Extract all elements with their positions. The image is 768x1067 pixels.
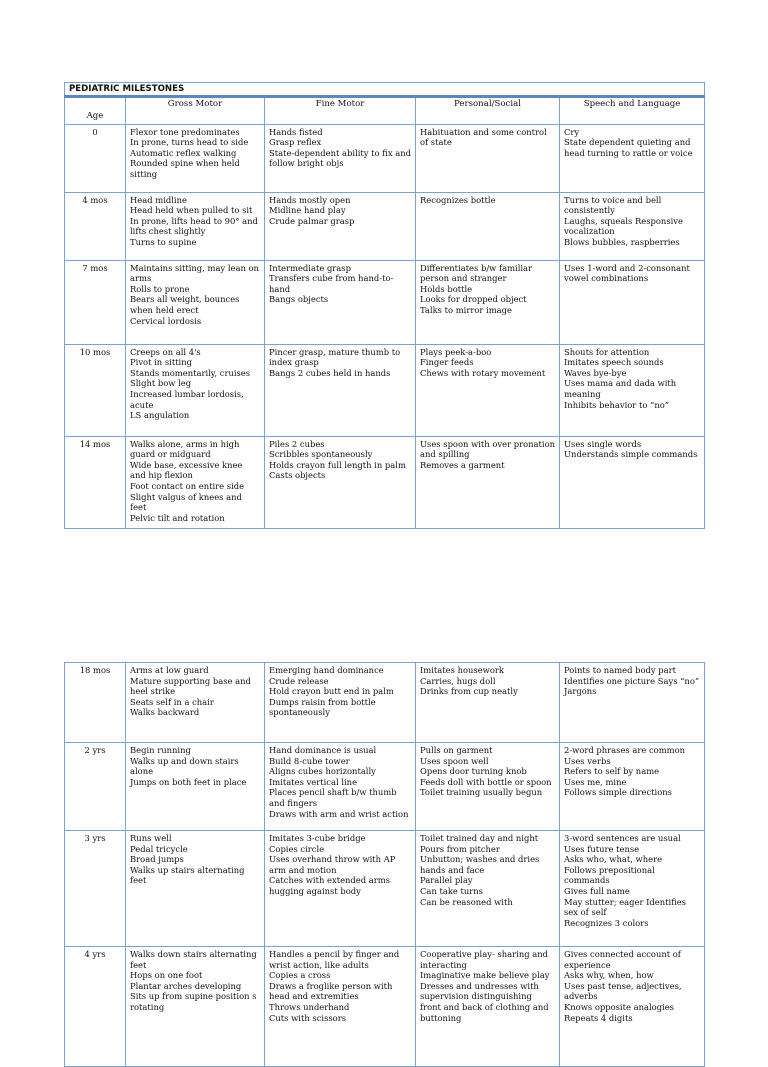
age-cell: 18 mos [65, 663, 126, 743]
milestone-row [65, 743, 705, 831]
personal-social-cell [416, 831, 560, 947]
milestone-item: Throws underhand [269, 1001, 350, 1012]
milestone-item: Casts objects [269, 470, 326, 481]
milestone-item: Unbutton; washes and dries hands and face [420, 854, 540, 875]
milestone-item: Inhibits behavior to “no” [564, 399, 670, 410]
milestone-item: Talks to mirror image [420, 304, 512, 315]
milestone-item: LS angulation [130, 410, 190, 421]
milestone-item: Mature supporting base and heel strike [130, 675, 251, 697]
milestone-item: Cuts with scissors [269, 1012, 347, 1023]
milestone-item: Laughs, squeals Responsive vocalization [564, 215, 683, 237]
milestone-item: Walks backward [130, 707, 200, 718]
personal-social-cell [416, 260, 560, 344]
personal-social-cell [416, 124, 560, 192]
milestone-item: Intermediate grasp [269, 262, 351, 273]
gross-motor-cell [126, 344, 265, 436]
milestone-item: Crude release [269, 675, 329, 686]
milestone-item: Pulls on garment [420, 745, 493, 755]
milestones-table-page-2 [64, 662, 705, 1067]
milestone-item: Uses overhand throw with AP arm and motion [269, 854, 396, 875]
milestone-item: Emerging hand dominance [269, 665, 384, 675]
milestone-item: Arms at low guard [130, 665, 209, 675]
milestone-item: State dependent quieting and head turning to rattle or voice [564, 137, 693, 158]
milestone-item: Walks up stairs alternating feet [130, 864, 245, 886]
milestone-item: Cooperative play- sharing and interacting [420, 949, 548, 970]
milestone-item: Imaginative make believe play [420, 970, 550, 981]
milestone-item: Pelvic tilt and rotation [130, 512, 225, 523]
header-personal-social: Personal/Social [416, 96, 560, 124]
milestone-item: Knows opposite analogies [564, 1001, 674, 1012]
milestone-item: Recognizes 3 colors [564, 917, 649, 928]
milestone-item: Parallel play [420, 875, 473, 886]
milestone-item: Walks down stairs alternating feet [130, 949, 257, 970]
milestone-item: Can be reasoned with [420, 896, 513, 907]
milestone-row [65, 192, 705, 260]
age-cell: 4 yrs [65, 947, 126, 1067]
personal-social-cell [416, 743, 560, 831]
milestone-item: Bangs objects [269, 294, 329, 305]
fine-motor-cell [265, 436, 416, 528]
personal-social-cell [416, 436, 560, 528]
speech-language-cell [560, 743, 705, 831]
milestone-item: Head midline [130, 194, 187, 205]
milestone-item: Stands momentarily, cruises [130, 367, 251, 378]
fine-motor-cell [265, 831, 416, 947]
milestone-item: Waves bye-bye [564, 367, 627, 378]
milestone-item: Imitates vertical line [269, 776, 358, 787]
milestone-item: Automatic reflex walking [130, 147, 237, 158]
fine-motor-cell [265, 260, 416, 344]
milestone-item: Differentiates b/w familiar person and stranger [420, 262, 533, 284]
milestone-item: Maintains sitting, may lean on arms [130, 262, 259, 284]
header-speech-language: Speech and Language [560, 96, 705, 124]
milestone-item: Toilet trained day and night [420, 833, 539, 843]
milestone-item: Runs well [130, 833, 172, 843]
age-cell: 4 mos [65, 192, 126, 260]
milestone-item: Points to named body part [564, 665, 676, 675]
milestone-item: Cervical lordosis [130, 315, 202, 326]
milestone-item: Walks alone, arms in high guard or midguard [130, 438, 240, 460]
milestone-item: Foot contact on entire side [130, 480, 245, 491]
milestone-item: Holds crayon full length in palm [269, 459, 406, 470]
fine-motor-cell [265, 663, 416, 743]
milestone-row [65, 947, 705, 1067]
milestone-item: Scribbles spontaneously [269, 449, 373, 460]
header-fine-motor: Fine Motor [265, 96, 416, 124]
speech-language-cell [560, 663, 705, 743]
milestone-item: Grasp reflex [269, 137, 322, 148]
milestone-item: Seats self in a chair [130, 696, 214, 707]
milestone-item: 2-word phrases are common [564, 745, 686, 755]
milestone-item: Blows bubbles, raspberries [564, 236, 680, 247]
personal-social-cell [416, 947, 560, 1067]
milestone-item: Habituation and some control of state [420, 126, 547, 148]
milestone-item: Refers to self by name [564, 766, 660, 777]
milestone-item: Uses verbs [564, 755, 611, 766]
personal-social-cell [416, 663, 560, 743]
milestone-item: Places pencil shaft b/w thumb and fingers [269, 787, 397, 808]
milestone-row [65, 663, 705, 743]
milestone-item: Follows prepositional commands [564, 864, 655, 886]
milestone-item: Opens door turning knob [420, 766, 527, 777]
milestone-item: May stutter; eager Identifies sex of self [564, 896, 687, 918]
personal-social-cell [416, 192, 560, 260]
milestone-item: Bangs 2 cubes held in hands [269, 367, 391, 378]
milestone-item: Hands fisted [269, 126, 323, 137]
milestone-item: Turns to voice and bell consistently [564, 194, 662, 216]
milestone-item: Gives full name [564, 885, 630, 896]
milestone-item: Feeds doll with bottle or spoon [420, 776, 552, 787]
milestone-item: Sits up from supine position s rotating [130, 991, 257, 1012]
milestone-item: Imitates housework [420, 665, 504, 675]
milestone-item: Bears all weight, bounces when held erect [130, 294, 240, 315]
milestone-item: Uses past tense, adjectives, adverbs [564, 980, 682, 1002]
milestone-item: Broad jumps [130, 854, 184, 865]
milestone-item: Uses future tense [564, 843, 640, 854]
milestone-item: Toilet training usually begun [420, 787, 543, 798]
gross-motor-cell [126, 743, 265, 831]
gross-motor-cell [126, 260, 265, 344]
milestone-item: 3-word sentences are usual [564, 833, 681, 843]
milestone-item: Can take turns [420, 885, 483, 896]
milestone-item: Draws a froglike person with head and extremities [269, 980, 393, 1002]
milestone-item: Chews with rotary movement [420, 367, 546, 378]
gross-motor-cell [126, 947, 265, 1067]
milestone-row [65, 124, 705, 192]
milestone-item: In prone, turns head to side [130, 137, 249, 148]
milestone-row [65, 831, 705, 947]
milestone-item: Slight valgus of knees and feet [130, 491, 242, 513]
milestone-item: Recognizes bottle [420, 194, 496, 205]
speech-language-cell [560, 192, 705, 260]
gross-motor-cell [126, 831, 265, 947]
milestone-item: Crude palmar grasp [269, 215, 355, 226]
milestone-item: Identifies one picture Says “no” [564, 675, 700, 686]
milestone-item: Repeats 4 digits [564, 1012, 633, 1023]
milestone-item: Uses 1-word and 2-consonant vowel combinations [564, 262, 690, 284]
milestones-body-page-1 [65, 124, 705, 528]
milestones-body-page-2 [65, 663, 705, 1067]
milestone-item: Build 8-cube tower [269, 755, 350, 766]
milestone-item: Uses mama and dada with meaning [564, 378, 677, 399]
gross-motor-cell [126, 436, 265, 528]
milestone-item: Increased lumbar lordosis, acute [130, 388, 244, 410]
milestone-item: Imitates speech sounds [564, 357, 664, 368]
milestone-item: Begin running [130, 745, 191, 755]
milestone-item: Uses single words [564, 438, 642, 449]
milestone-item: Jumps on both feet in place [130, 776, 247, 787]
milestone-item: Midline hand play [269, 205, 346, 216]
milestone-item: Pours from pitcher [420, 843, 500, 854]
milestone-item: Removes a garment [420, 459, 505, 470]
header-gross-motor: Gross Motor [126, 96, 265, 124]
milestone-item: Finger feeds [420, 357, 474, 368]
milestone-item: Catches with extended arms hugging against body [269, 875, 391, 896]
milestone-item: Uses me, mine [564, 776, 627, 787]
milestone-item: Rounded spine when held sitting [130, 158, 240, 179]
milestones-table-page-1 [64, 82, 705, 529]
age-cell: 2 yrs [65, 743, 126, 831]
milestone-item: Plays peek-a-boo [420, 346, 492, 357]
milestone-item: Creeps on all 4's [130, 346, 201, 357]
milestone-item: Imitates 3-cube bridge [269, 833, 366, 843]
speech-language-cell [560, 260, 705, 344]
milestone-row [65, 436, 705, 528]
milestone-item: Slight bow leg [130, 378, 192, 389]
fine-motor-cell [265, 947, 416, 1067]
milestone-item: Looks for dropped object [420, 294, 527, 305]
speech-language-cell [560, 831, 705, 947]
speech-language-cell [560, 124, 705, 192]
milestone-item: Carries, hugs doll [420, 675, 496, 686]
milestone-item: Hops on one foot [130, 970, 203, 981]
milestone-item: Pincer grasp, mature thumb to index grasp [269, 346, 401, 368]
milestone-item: Draws with arm and wrist action [269, 808, 409, 819]
milestone-item: Drinks from cup neatly [420, 686, 518, 697]
milestone-item: Hand dominance is usual [269, 745, 377, 755]
age-cell: 3 yrs [65, 831, 126, 947]
milestone-item: Asks who, what, where [564, 854, 663, 865]
milestone-item: In prone, lifts head to 90° and lifts chest slightly [130, 215, 258, 237]
milestone-item: Pivot in sitting [130, 357, 192, 368]
milestone-item: Pedal tricycle [130, 843, 188, 854]
milestone-item: Dresses and undresses with supervision distinguishing front and back of clothing and buttoning [420, 980, 549, 1023]
milestone-item: Holds bottle [420, 283, 473, 294]
milestone-item: Rolls to prone [130, 283, 190, 294]
milestone-item: Jargons [564, 686, 597, 697]
milestone-item: Plantar arches developing [130, 980, 242, 991]
milestone-item: Uses spoon with over pronation and spilling [420, 438, 556, 460]
milestone-item: Dumps raisin from bottle spontaneously [269, 696, 376, 718]
speech-language-cell [560, 344, 705, 436]
milestone-item: Follows simple directions [564, 787, 672, 798]
milestone-item: Turns to supine [130, 236, 197, 247]
table-title: PEDIATRIC MILESTONES [65, 83, 705, 97]
fine-motor-cell [265, 743, 416, 831]
age-cell: 0 [65, 124, 126, 192]
milestone-item: Aligns cubes horizontally [269, 766, 376, 777]
milestone-item: Copies circle [269, 843, 325, 854]
milestone-item: Transfers cube from hand-to-hand [269, 273, 394, 294]
milestone-item: Flexor tone predominates [130, 126, 240, 137]
milestone-row [65, 344, 705, 436]
milestone-item: State-dependent ability to fix and follow bright objs [269, 147, 411, 169]
milestone-item: Piles 2 cubes [269, 438, 325, 449]
milestone-item: Head held when pulled to sit [130, 205, 253, 216]
fine-motor-cell [265, 344, 416, 436]
milestone-item: Understands simple commands [564, 449, 698, 460]
fine-motor-cell [265, 192, 416, 260]
milestone-item: Wide base, excessive knee and hip flexion [130, 459, 243, 481]
age-cell: 14 mos [65, 436, 126, 528]
milestone-item: Shouts for attention [564, 346, 650, 357]
speech-language-cell [560, 947, 705, 1067]
age-cell: 7 mos [65, 260, 126, 344]
milestone-item: Copies a cross [269, 970, 331, 981]
header-age: Age [65, 96, 126, 124]
gross-motor-cell [126, 124, 265, 192]
fine-motor-cell [265, 124, 416, 192]
milestone-item: Gives connected account of experience [564, 949, 681, 970]
milestone-item: Asks why, when, how [564, 970, 654, 981]
milestone-item: Walks up and down stairs alone [130, 755, 239, 777]
milestone-row [65, 260, 705, 344]
milestone-item: Cry [564, 126, 580, 137]
gross-motor-cell [126, 192, 265, 260]
gross-motor-cell [126, 663, 265, 743]
age-cell: 10 mos [65, 344, 126, 436]
milestone-item: Hold crayon butt end in palm [269, 686, 394, 697]
personal-social-cell [416, 344, 560, 436]
milestone-item: Uses spoon well [420, 755, 489, 766]
milestone-item: Hands mostly open [269, 194, 351, 205]
speech-language-cell [560, 436, 705, 528]
milestone-item: Handles a pencil by finger and wrist action, like adults [269, 949, 400, 970]
